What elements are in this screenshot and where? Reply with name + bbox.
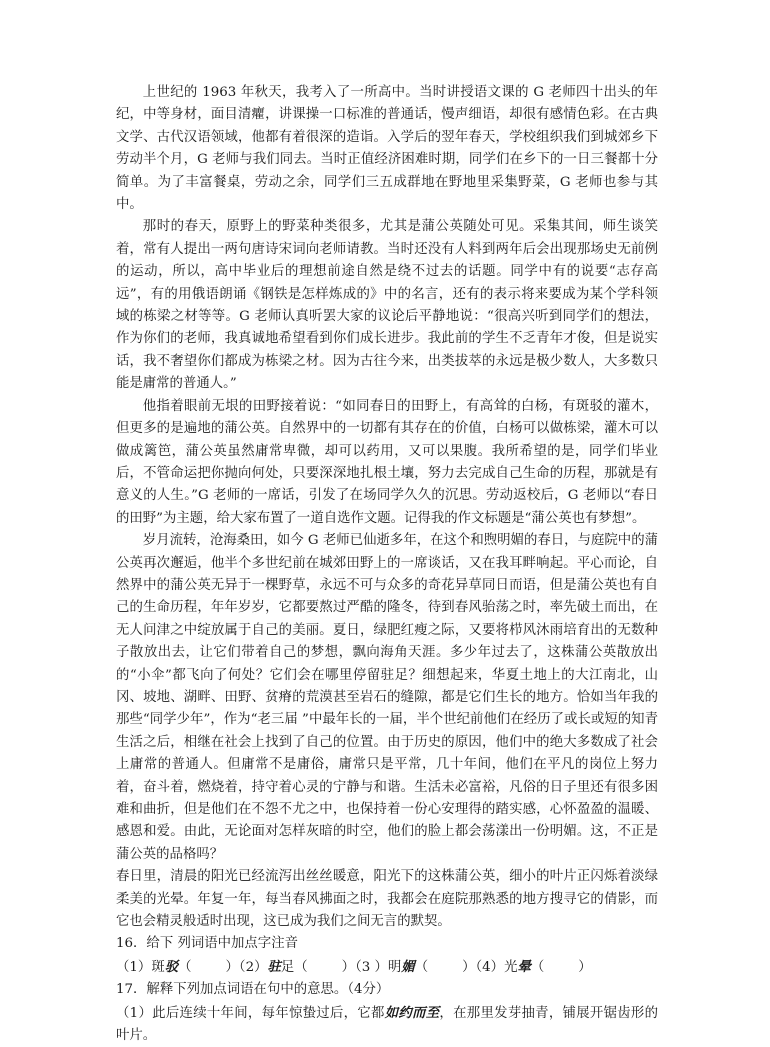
q16-item-2-mark: 驻 — [267, 958, 281, 975]
q17-item-1-pre: （1）此后连续十年间，每年惊蛰过后，它都 — [116, 1005, 385, 1021]
q16-item-1-post: （ — [178, 959, 192, 975]
question-17-item-1 — [116, 1002, 658, 1047]
q16-item-1-close: ） — [225, 959, 239, 975]
passage-paragraph-5: 春日里，清晨的阳光已经流泻出丝丝暖意，阳光下的这株蒲公英，细小的叶片正闪烁着淡绿柔美的光晕。年复一年，每当春风拂面之时，我都会在庭院那熟悉的地方搜寻它的倩影，而它也会精灵般适时出现，这已成为我们之间无言的默契。 — [116, 869, 658, 930]
passage-paragraph-1: 上世纪的 1963 年秋天，我考入了一所高中。当时讲授语文课的 G 老师四十出头的年纪，中等身材，面目清癯，讲课操一口标准的普通话，慢声细语，却很有感情色彩。在古典文学、古代汉语领域，他都有着很深的造诣。入学后的翌年春天，学校组织我们到城郊乡下劳动半个月，G 老师与我们同去。当时正值经济困难时期，同学们在乡下的一日三餐都十分简单。为了丰富餐桌，劳动之余，同学们三五成群地在野地里采集野菜，G 老师也参与其中。 — [116, 85, 658, 213]
q16-item-3-num: （3 ） — [355, 959, 388, 975]
q16-item-1-pre: 斑 — [151, 959, 165, 975]
q16-item-2-num: （2） — [238, 959, 268, 975]
q16-item-1-mark: 驳 — [164, 958, 179, 975]
q16-item-2-close: ） — [341, 959, 356, 975]
q16-item-4-post: （ — [530, 959, 545, 975]
passage-paragraph-3: 他指着眼前无垠的田野接着说：“如同春日的田野上，有高耸的白杨，有斑驳的灌木，但更多的是遍地的蒲公英。自然界中的一切都有其存在的价值，白杨可以做栋梁，灌木可以做成篱笆，蒲公英虽然庸常卑微，却可以药用，又可以果腹。我所希望的是，同学们毕业后，不管命运把你抛向何处，只要深深地扎根土壤，努力去完成自己生命的历程，那就是有意义的人生。”G 老师的一席话，引发了在场同学久久的沉思。劳动返校后，G 老师以“春日的田野”为主题，给大家布置了一道自选作文题。记得我的作文标题是“蒲公英也有梦想”。 — [116, 398, 658, 526]
q16-item-1-num: （1） — [116, 959, 152, 975]
question-16-items — [116, 956, 658, 979]
question-16-title: 16．给下 列词语中加点字注音 — [116, 936, 298, 952]
q16-item-3-close: ） — [462, 959, 476, 975]
q16-item-3-mark: 媚 — [401, 958, 415, 975]
q16-item-3-pre: 明 — [387, 959, 402, 975]
q17-item-1-post: ，在那里发芽抽青，铺展开锯齿形的叶片。 — [116, 1005, 658, 1044]
q16-item-4-mark: 晕 — [517, 958, 531, 975]
passage-paragraph-2: 那时的春天，原野上的野菜种类很多，尤其是蒲公英随处可见。采集其间，师生谈笑着，常有人提出一两句唐诗宋词向老师请教。当时还没有人料到两年后会出现那场史无前例的运动，所以，高中毕业后的理想前途自然是绕不过去的话题。同学中有的说要“志存高远”，有的用俄语朗诵《钢铁是怎样炼成的》中的名言，还有的表示将来要成为某个学科领域的栋梁之材等等。G 老师认真听罢大家的议论后平静地说：“很高兴听到同学们的想法，作为你们的老师，我真诚地希望看到你们成长进步。我此前的学生不乏青年才俊，但是说实话，我不奢望你们都成为栋梁之材。因为古往今来，出类拔萃的永远是极少数人，大多数只能是庸常的普通人。” — [116, 219, 658, 392]
q16-item-4-num: （4） — [475, 959, 505, 975]
passage-paragraph-4: 岁月流转，沧海桑田，如今 G 老师已仙逝多年，在这个和煦明媚的春日，与庭院中的蒲公英再次邂逅，他半个多世纪前在城郊田野上的一席谈话，又在我耳畔响起。平心而论，自然界中的蒲公英无异于一棵野草，永远不可与众多的奇花异草同日而语，但是蒲公英也有自己的生命历程，年年岁岁，它都要熬过严酷的隆冬，待到春风骀荡之时，率先破土而出，在无人问津之中绽放属于自己的美丽。夏日，绿肥红瘦之际，又要将栉风沐雨培育出的无数种子散放出去，让它们带着自己的梦想，飘向海角天涯。多少年过去了，这株蒲公英散放出的“小伞”都飞向了何处？它们会在哪里停留驻足？细想起来，华夏土地上的大江南北，山冈、坡地、湖畔、田野、贫瘠的荒漠甚至岩石的缝隙，都是它们生长的地方。恰如当年我的那些“同学少年”，作为“老三届 ”中最年长的一届，半个世纪前他们在经历了或长或短的知青生活之后，相继在社会上找到了自己的位置。由于历史的原因，他们中的绝大多数成了社会上庸常的普通人。但庸常不是庸俗，庸常只是平常，几十年间，他们在平凡的岗位上努力着，奋斗着，燃烧着，持守着心灵的宁静与和谐。生活未必富裕，凡俗的日子里还有很多困难和曲折，但是他们在不怨不尤之中，也保持着一份心安理得的踏实感，心怀盈盈的温暖、感恩和爱。由此，无论面对怎样灰暗的时空，他们的脸上都会荡漾出一份明媚。这，不正是蒲公英的品格吗？ — [116, 533, 658, 862]
question-17-title: 17．解释下列加点词语在句中的意思。（4分） — [116, 982, 390, 998]
q17-item-1-mark: 如约而至 — [384, 1004, 440, 1021]
q16-item-4-pre: 光 — [504, 959, 518, 975]
q16-item-3-post: （ — [414, 959, 429, 975]
q16-item-4-close: ） — [578, 959, 592, 975]
q16-item-2-post: 足（ — [280, 959, 308, 975]
